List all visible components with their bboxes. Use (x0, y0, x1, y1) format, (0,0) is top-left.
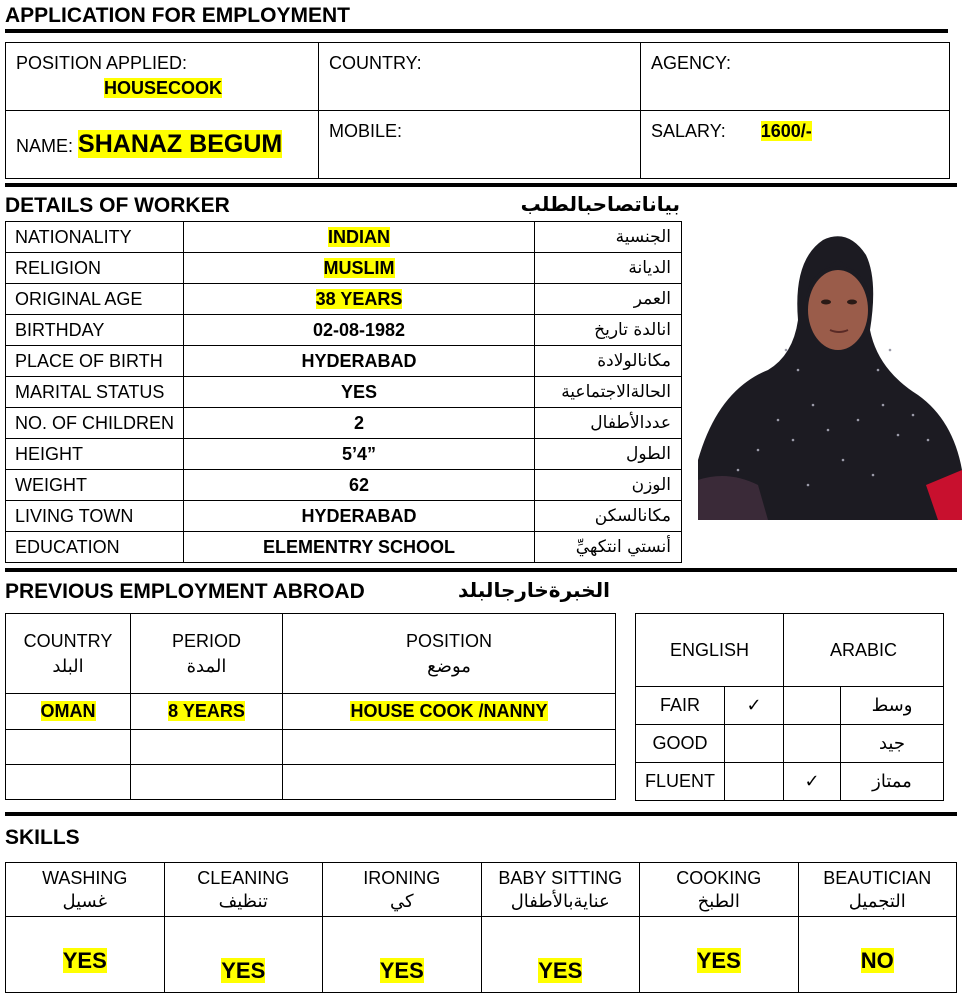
detail-value-text: HYDERABAD (301, 505, 417, 526)
detail-label: PLACE OF BIRTH (6, 346, 184, 377)
detail-value-text: ELEMENTRY SCHOOL (262, 536, 455, 557)
table-row (6, 694, 616, 730)
previous-heading-ar: الخبرةخارجالبلد (458, 578, 610, 602)
skill-label: BEAUTICIAN (823, 867, 932, 888)
skill-label: IRONING (363, 867, 441, 888)
skill-header (640, 863, 799, 917)
lang-level-label: GOOD (636, 725, 725, 763)
mobile-cell (319, 111, 641, 179)
skill-label-ar: عنايةبالأطفال (510, 890, 610, 912)
table-row (6, 765, 616, 800)
prev-country-value: OMAN (40, 701, 96, 721)
lang-arabic-check: ✓ (784, 763, 841, 801)
salary-cell (641, 111, 950, 179)
skill-value: YES (379, 957, 424, 983)
skill-label: BABY SITTING (498, 867, 623, 888)
detail-value-text: 62 (348, 474, 370, 495)
lang-english-header: ENGLISH (636, 614, 784, 687)
detail-label: ORIGINAL AGE (6, 284, 184, 315)
skill-label: CLEANING (197, 867, 290, 888)
detail-label-ar: الوزن (535, 470, 682, 501)
name-cell (6, 111, 319, 179)
detail-value (184, 408, 535, 439)
prev-position-value: HOUSE COOK /NANNY (350, 701, 548, 721)
skill-header (6, 863, 165, 917)
skill-value: NO (860, 947, 894, 973)
language-table (635, 613, 944, 801)
detail-label-ar: مكانالولادة (535, 346, 682, 377)
detail-label-ar: مكانالسكن (535, 501, 682, 532)
table-row (6, 377, 682, 408)
detail-value-text: YES (340, 381, 378, 402)
skill-label-ar: تنظيف (218, 890, 268, 912)
detail-value-text: HYDERABAD (301, 350, 417, 371)
detail-value (184, 315, 535, 346)
table-row (6, 730, 616, 765)
col-period-ar: المدة (186, 655, 227, 677)
applicant-photo-drawing (698, 230, 962, 520)
table-row (6, 346, 682, 377)
applicant-photo (698, 230, 962, 520)
detail-label-ar: أنستي انتكهيِّ (535, 532, 682, 563)
country-cell (319, 43, 641, 111)
lang-english-check (725, 763, 784, 801)
skill-label-ar: الطبخ (697, 890, 740, 912)
table-row (6, 222, 682, 253)
table-row (636, 763, 944, 801)
table-row (6, 315, 682, 346)
table-row (636, 725, 944, 763)
detail-label-ar: العمر (535, 284, 682, 315)
position-label: POSITION APPLIED: (16, 53, 188, 73)
detail-label: MARITAL STATUS (6, 377, 184, 408)
skills-heading: SKILLS (5, 826, 80, 849)
detail-label-ar: الجنسية (535, 222, 682, 253)
detail-label-ar: الديانة (535, 253, 682, 284)
detail-value (184, 501, 535, 532)
skill-value: YES (696, 947, 741, 973)
detail-label: NATIONALITY (6, 222, 184, 253)
agency-label: AGENCY: (651, 53, 732, 73)
table-row (636, 687, 944, 725)
skill-header (164, 863, 323, 917)
previous-employment-table (5, 613, 616, 800)
skill-value-cell (6, 917, 165, 993)
skill-label-ar: التجميل (848, 890, 906, 912)
detail-value (184, 470, 535, 501)
detail-value (184, 439, 535, 470)
previous-rule (5, 568, 957, 572)
table-row (6, 284, 682, 315)
detail-value (184, 532, 535, 563)
agency-cell (641, 43, 950, 111)
mobile-label: MOBILE: (329, 121, 403, 141)
prev-period-value: 8 YEARS (168, 701, 245, 721)
position-value: HOUSECOOK (104, 78, 223, 98)
detail-label: NO. OF CHILDREN (6, 408, 184, 439)
skills-rule (5, 812, 957, 816)
skill-value: YES (221, 957, 266, 983)
detail-label: RELIGION (6, 253, 184, 284)
detail-label-ar: عددالأطفال (535, 408, 682, 439)
skill-header (798, 863, 957, 917)
detail-value-text: 5’4” (341, 443, 377, 464)
table-row (6, 501, 682, 532)
salary-label: SALARY: (651, 121, 726, 141)
col-period-label: PERIOD (171, 630, 241, 651)
lang-level-ar: وسط (841, 687, 944, 725)
detail-value (184, 253, 535, 284)
skill-label: WASHING (42, 867, 128, 888)
detail-value-text: MUSLIM (323, 257, 395, 278)
col-period (131, 614, 283, 694)
detail-label: BIRTHDAY (6, 315, 184, 346)
skill-value-cell (164, 917, 323, 993)
table-row (6, 439, 682, 470)
detail-value-text: INDIAN (328, 226, 390, 247)
details-heading-ar: بياناتصاحبالطلب (520, 192, 680, 216)
lang-arabic-check (784, 725, 841, 763)
lang-level-label: FLUENT (636, 763, 725, 801)
detail-value (184, 222, 535, 253)
table-row (6, 408, 682, 439)
skill-label: COOKING (676, 867, 762, 888)
detail-label: WEIGHT (6, 470, 184, 501)
skill-value: YES (62, 947, 107, 973)
skill-header (481, 863, 640, 917)
lang-english-check: ✓ (725, 687, 784, 725)
detail-value-text: 2 (353, 412, 364, 433)
table-row (6, 532, 682, 563)
previous-heading: PREVIOUS EMPLOYMENT ABROAD (5, 580, 365, 603)
skill-value-cell (640, 917, 799, 993)
detail-value (184, 284, 535, 315)
skills-table (5, 862, 957, 993)
col-country (6, 614, 131, 694)
table-row (6, 470, 682, 501)
col-country-label: COUNTRY (23, 630, 113, 651)
col-position-ar: موضع (427, 655, 471, 677)
title-rule (5, 29, 948, 33)
table-row (6, 253, 682, 284)
skill-label-ar: كي (389, 890, 414, 912)
detail-label: HEIGHT (6, 439, 184, 470)
detail-value-text: 38 YEARS (315, 288, 403, 309)
header-info-table (5, 42, 950, 179)
lang-level-ar: ممتاز (841, 763, 944, 801)
details-table (5, 221, 682, 563)
detail-label: LIVING TOWN (6, 501, 184, 532)
name-label: NAME: (16, 136, 74, 156)
skill-label-ar: غسيل (62, 890, 108, 912)
detail-value (184, 377, 535, 408)
skill-value: YES (538, 957, 583, 983)
detail-label-ar: الحالةالاجتماعية (535, 377, 682, 408)
detail-label: EDUCATION (6, 532, 184, 563)
detail-value (184, 346, 535, 377)
detail-label-ar: انالدة تاريخ (535, 315, 682, 346)
lang-arabic-check (784, 687, 841, 725)
lang-level-label: FAIR (636, 687, 725, 725)
details-rule (5, 183, 957, 187)
detail-label-ar: الطول (535, 439, 682, 470)
col-position (283, 614, 616, 694)
position-cell (6, 43, 319, 111)
detail-value-text: 02-08-1982 (312, 319, 406, 340)
salary-value: 1600/- (760, 121, 812, 141)
col-position-label: POSITION (405, 630, 492, 651)
skill-value-cell (323, 917, 482, 993)
page-title: APPLICATION FOR EMPLOYMENT (5, 4, 350, 27)
lang-level-ar: جيد (841, 725, 944, 763)
lang-arabic-header: ARABIC (784, 614, 944, 687)
col-country-ar: البلد (52, 655, 84, 677)
lang-english-check (725, 725, 784, 763)
skill-header (323, 863, 482, 917)
name-value: SHANAZ BEGUM (78, 130, 283, 158)
skill-value-cell (481, 917, 640, 993)
country-label: COUNTRY: (329, 53, 422, 73)
details-heading: DETAILS OF WORKER (5, 194, 230, 217)
skill-value-cell (798, 917, 957, 993)
